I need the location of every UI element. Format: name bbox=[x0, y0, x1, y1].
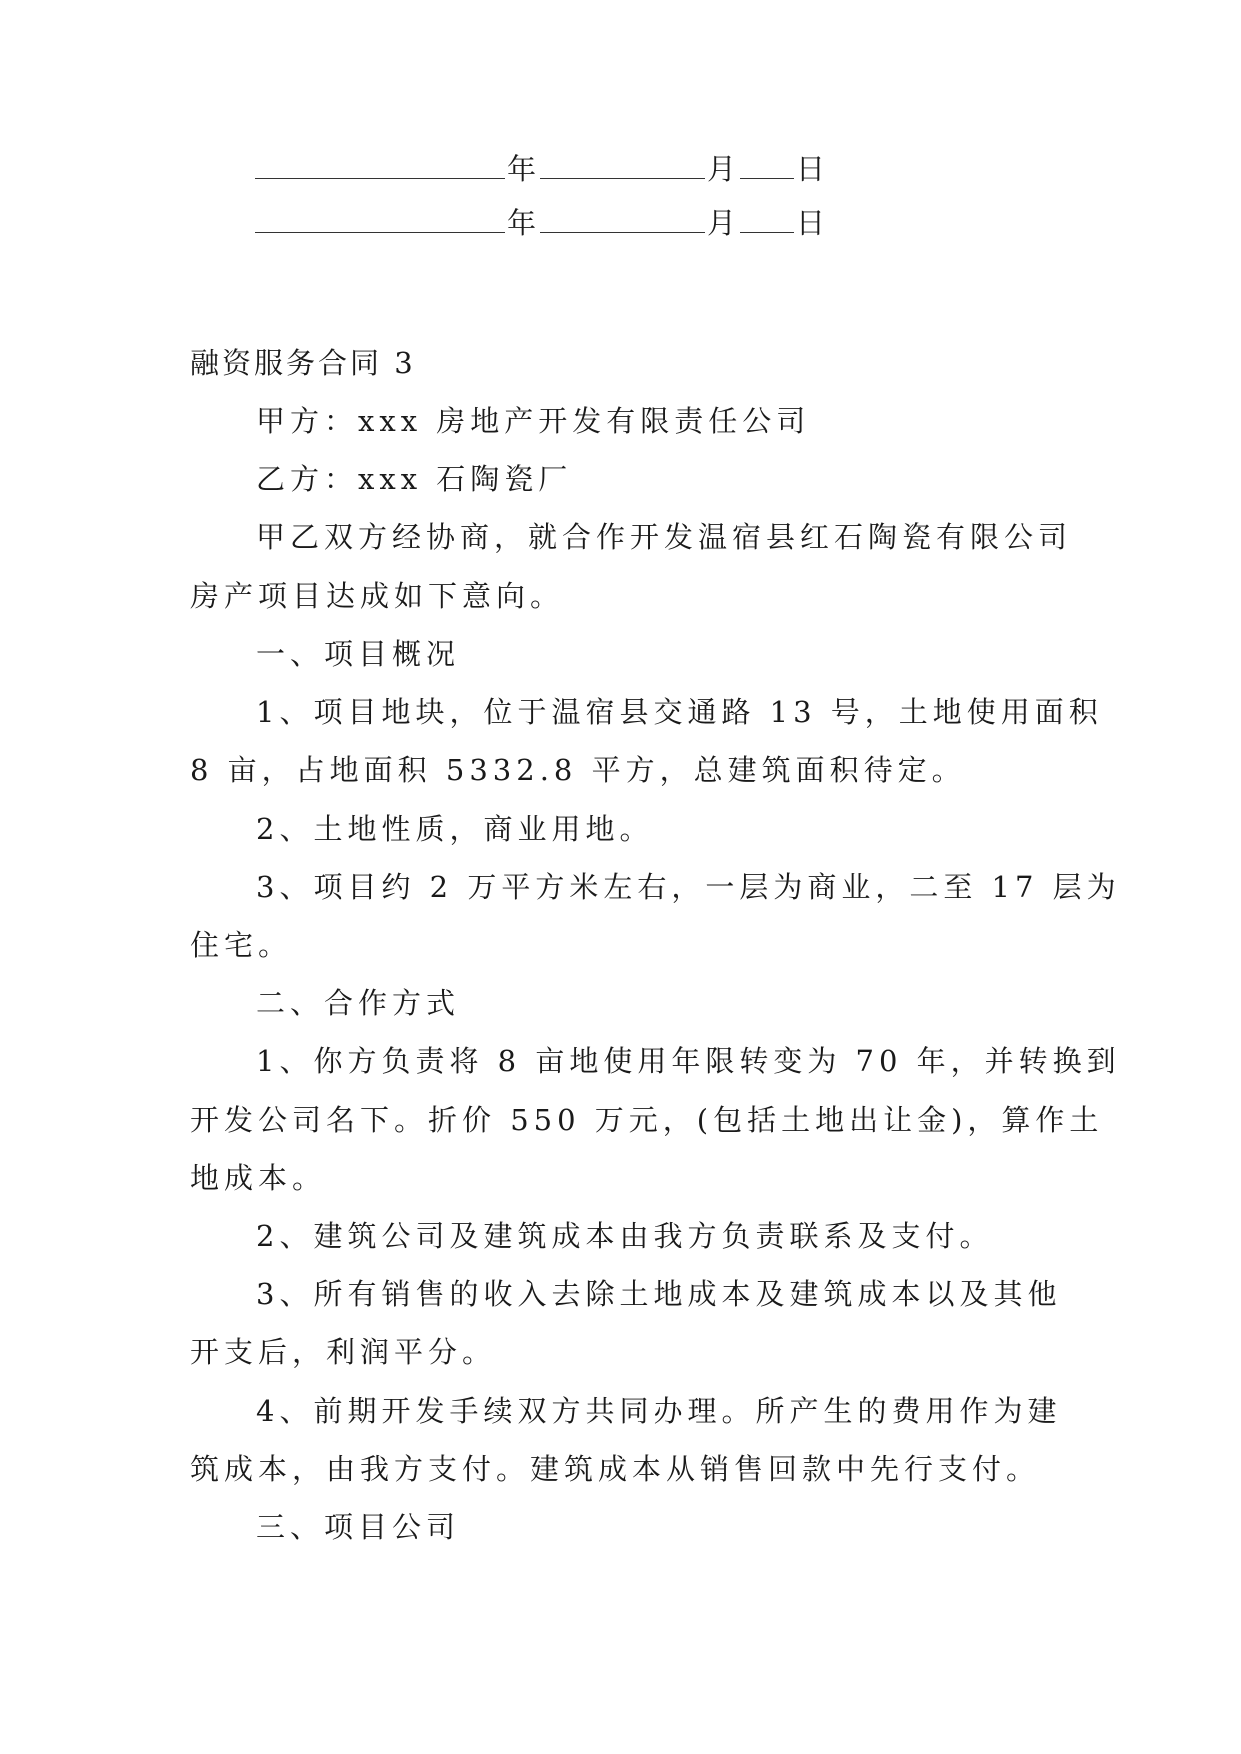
s2-item-2: 2、建筑公司及建筑成本由我方负责联系及支付。 bbox=[256, 1219, 994, 1253]
section-heading-3: 三、项目公司 bbox=[256, 1510, 461, 1544]
signature-date-line-1 bbox=[255, 150, 829, 187]
section-heading-2: 二、合作方式 bbox=[256, 986, 461, 1020]
day-blank bbox=[740, 204, 794, 233]
party-b: 乙方：xxx 石陶瓷厂 bbox=[256, 462, 573, 496]
s2-item-1-line-2: 开发公司名下。折价 550 万元，(包括土地出让金)，算作土 bbox=[190, 1103, 1104, 1137]
year-blank bbox=[255, 204, 505, 233]
s2-item-1-line-1: 1、你方负责将 8 亩地使用年限转变为 70 年，并转换到 bbox=[256, 1044, 1121, 1078]
month-blank bbox=[540, 204, 705, 233]
party-a: 甲方：xxx 房地产开发有限责任公司 bbox=[256, 404, 811, 438]
s1-item-3-line-1: 3、项目约 2 万平方米左右，一层为商业，二至 17 层为 bbox=[256, 870, 1121, 904]
s2-item-4-line-2: 筑成本，由我方支付。建筑成本从销售回款中先行支付。 bbox=[190, 1452, 1041, 1486]
s1-item-1-line-2: 8 亩，占地面积 5332.8 平方，总建筑面积待定。 bbox=[190, 753, 966, 787]
month-unit: 月 bbox=[707, 152, 739, 186]
s2-item-3-line-2: 开支后，利润平分。 bbox=[190, 1335, 497, 1369]
s1-item-1-line-1: 1、项目地块，位于温宿县交通路 13 号，土地使用面积 bbox=[256, 695, 1103, 729]
day-blank bbox=[740, 150, 794, 179]
s2-item-4-line-1: 4、前期开发手续双方共同办理。所产生的费用作为建 bbox=[256, 1394, 1062, 1428]
day-unit: 日 bbox=[796, 152, 828, 186]
day-unit: 日 bbox=[796, 206, 828, 240]
contract-title: 融资服务合同 3 bbox=[190, 346, 416, 380]
intro-paragraph-line-2: 房产项目达成如下意向。 bbox=[190, 579, 565, 613]
s2-item-3-line-1: 3、所有销售的收入去除土地成本及建筑成本以及其他 bbox=[256, 1277, 1062, 1311]
month-blank bbox=[540, 150, 705, 179]
year-unit: 年 bbox=[507, 206, 539, 240]
signature-date-line-2 bbox=[255, 204, 829, 241]
s2-item-1-line-3: 地成本。 bbox=[190, 1161, 327, 1195]
year-blank bbox=[255, 150, 505, 179]
section-heading-1: 一、项目概况 bbox=[256, 637, 461, 671]
month-unit: 月 bbox=[707, 206, 739, 240]
s1-item-2: 2、土地性质，商业用地。 bbox=[256, 812, 654, 846]
s1-item-3-line-2: 住宅。 bbox=[190, 928, 293, 962]
intro-paragraph-line-1: 甲乙双方经协商，就合作开发温宿县红石陶瓷有限公司 bbox=[256, 520, 1073, 554]
year-unit: 年 bbox=[507, 152, 539, 186]
